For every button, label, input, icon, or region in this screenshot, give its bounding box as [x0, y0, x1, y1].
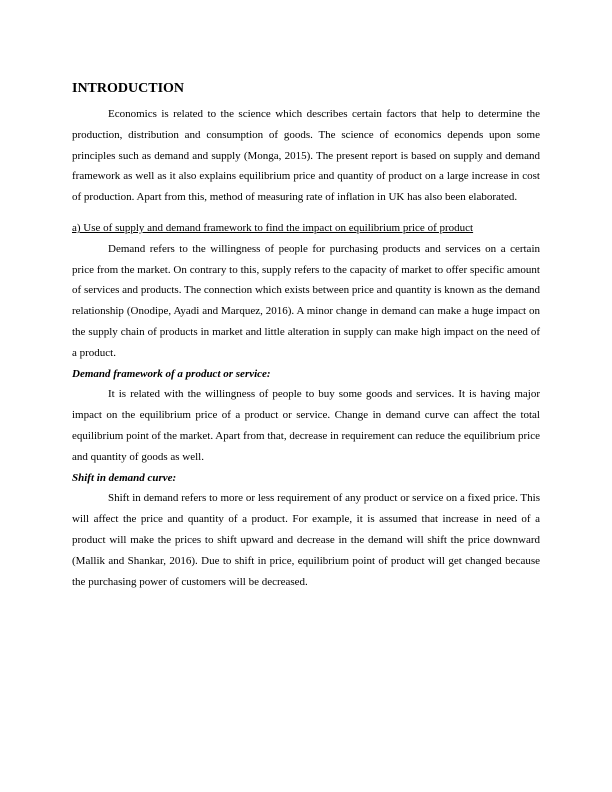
- shift-demand-paragraph: Shift in demand refers to more or less requirement of any product or service on a fixed price. This will affect the price and quantity of a product. For example, it is assumed that increase in need of a product will make the prices to shift upward and decrease in the demand will shift the price downward (Mallik and Shankar, 2016). Due to shift in price, equilibrium point of product will get changed because the purchasing power of customers will be decreased.: [72, 492, 540, 588]
- section-a-paragraph: Demand refers to the willingness of people for purchasing products and services on a certain price from the market. On contrary to this, supply refers to the capacity of market to offer specific amount of services and products. The connection which exists between price and quantity is known as the demand relationship (Onodipe, Ayadi and Marquez, 2016). A minor change in demand can make a huge impact on the supply chain of products in market and little alteration in supply can make high impact on the need of a product.: [72, 242, 540, 359]
- section-a-title: a) Use of supply and demand framework to find the impact on equilibrium price of product: [72, 221, 474, 234]
- demand-framework-paragraph: It is related with the willingness of people to buy some goods and services. It is having major impact on the equilibrium price of a product or service. Change in demand curve can affect the total equilibrium point of the market. Apart from that, decrease in requirement can reduce the equilibrium price and quantity of goods as well.: [72, 388, 540, 463]
- introduction-heading: INTRODUCTION: [72, 81, 185, 96]
- intro-paragraph: Economics is related to the science which describes certain factors that help to determine the production, distribution and consumption of goods. The science of economics depends upon some principles such as demand and supply (Monga, 2015). The present report is based on supply and demand framework as well as it also explains equilibrium price and quantity of product on a large increase in cost of production. Apart from this, method of measuring rate of inflation in UK has also been elaborated.: [72, 108, 540, 204]
- page-content: [72, 80, 540, 592]
- shift-demand-heading: Shift in demand curve:: [72, 471, 177, 484]
- demand-framework-heading: Demand framework of a product or service:: [72, 367, 271, 380]
